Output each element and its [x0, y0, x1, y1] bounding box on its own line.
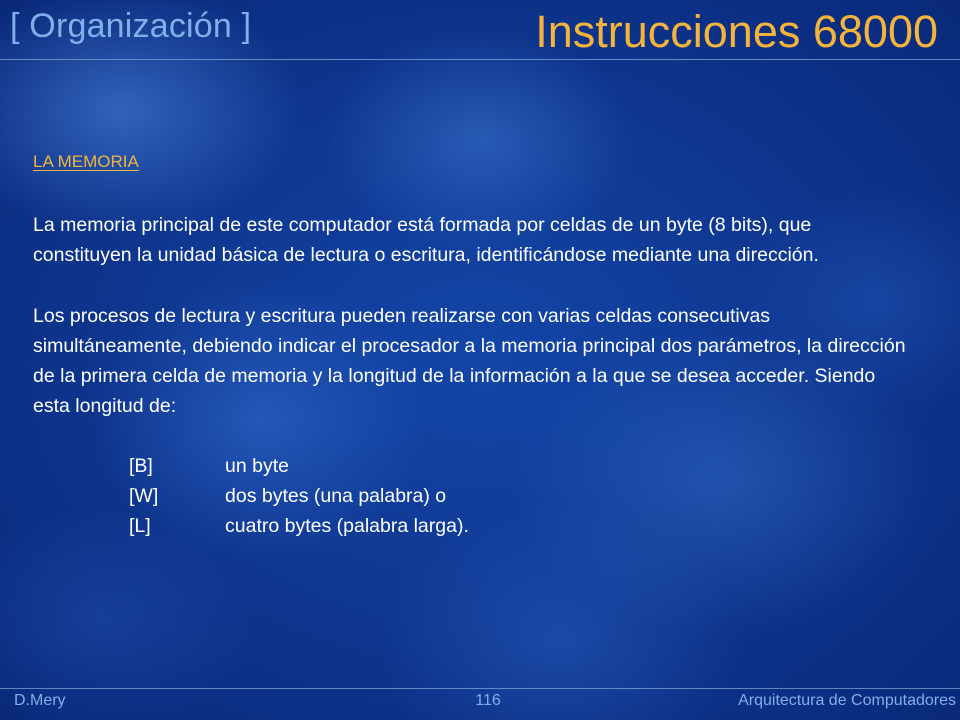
option-description: un byte: [225, 455, 289, 477]
list-item: [129, 511, 913, 541]
option-code: [W]: [129, 485, 159, 507]
slide-title: Instrucciones 68000: [535, 6, 938, 57]
page-number: 116: [475, 692, 501, 709]
paragraph: Los procesos de lectura y escritura pueden realizarse con varias celdas consecutivas simultáneamente, debiendo indicar el procesador a la memoria principal dos parámetros, la dirección de la primera celda de memoria y la longitud de la información a la que se desea acceder. Siendo esta longitud de:: [33, 305, 906, 417]
slide-content: [33, 146, 913, 541]
footer-course: Arquitectura de Computadores: [738, 692, 956, 709]
header-divider: [0, 59, 960, 60]
list-item: [129, 451, 913, 481]
section-heading-link[interactable]: LA MEMORIA: [33, 152, 139, 171]
list-item: [129, 481, 913, 511]
option-code: [B]: [129, 455, 153, 477]
size-options-list: [129, 451, 913, 541]
option-description: dos bytes (una palabra) o: [225, 485, 447, 507]
section-label: [ Organización ]: [10, 7, 252, 45]
footer-author: D.Mery: [14, 692, 66, 709]
paragraph: La memoria principal de este computador está formada por celdas de un byte (8 bits), que constituyen la unidad básica de lectura o escritura, identificándose mediante una dirección.: [33, 214, 819, 266]
option-description: cuatro bytes (palabra larga).: [225, 515, 469, 537]
option-code: [L]: [129, 515, 151, 537]
footer-divider: [0, 688, 960, 689]
